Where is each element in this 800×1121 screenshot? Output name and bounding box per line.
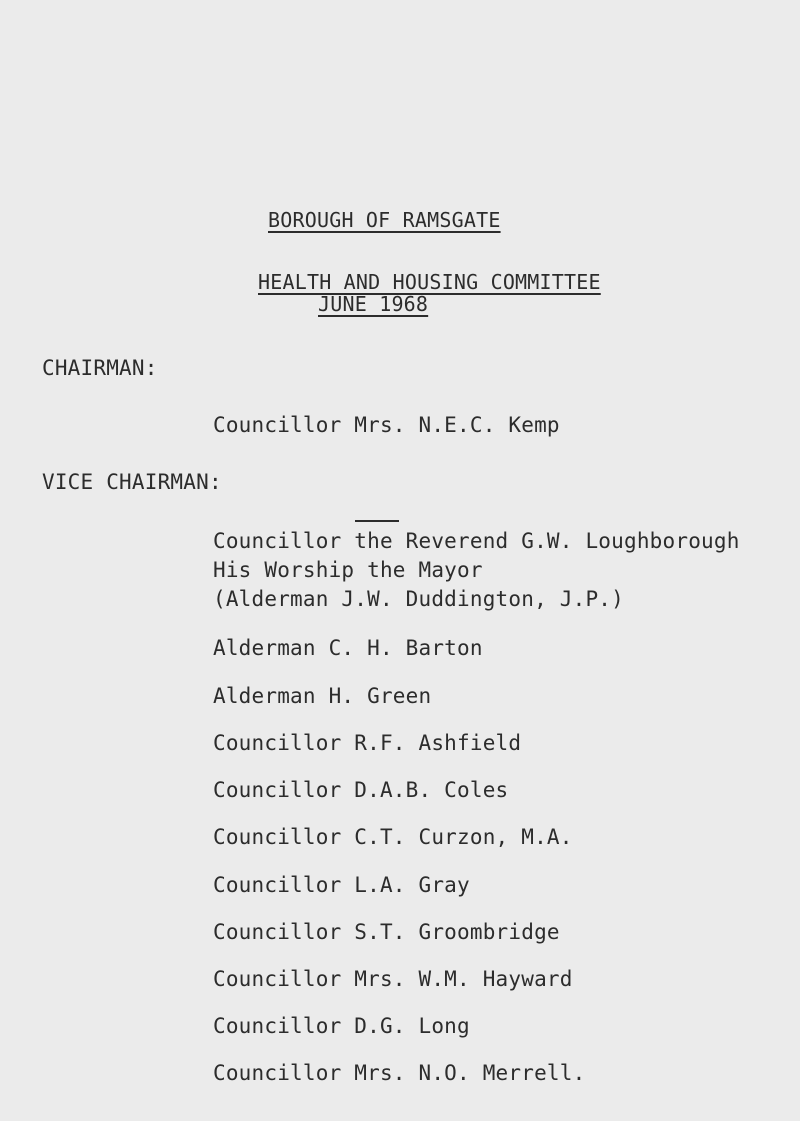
member-item: Councillor D.A.B. Coles (213, 778, 509, 802)
chairman-name: Councillor Mrs. N.E.C. Kemp (213, 413, 560, 437)
member-item: Councillor L.A. Gray (213, 873, 470, 897)
vice-chairman-label: VICE CHAIRMAN: (42, 470, 222, 494)
member-item: Councillor S.T. Groombridge (213, 920, 560, 944)
member-mayor: His Worship the Mayor (213, 558, 483, 582)
borough-heading: BOROUGH OF RAMSGATE (268, 208, 501, 232)
member-mayor-detail: (Alderman J.W. Duddington, J.P.) (213, 587, 624, 611)
vice-chairman-name: Councillor the Reverend G.W. Loughborough (213, 529, 740, 553)
member-item: Councillor D.G. Long (213, 1014, 470, 1038)
member-item: Councillor C.T. Curzon, M.A. (213, 825, 573, 849)
member-item: Councillor Mrs. N.O. Merrell. (213, 1061, 586, 1085)
section-divider (355, 520, 399, 522)
member-item: Alderman H. Green (213, 684, 432, 708)
member-item: Councillor Mrs. W.M. Hayward (213, 967, 573, 991)
committee-heading: HEALTH AND HOUSING COMMITTEE (258, 270, 601, 294)
member-item: Councillor R.F. Ashfield (213, 731, 522, 755)
member-item: Alderman C. H. Barton (213, 636, 483, 660)
date-heading: JUNE 1968 (318, 292, 429, 316)
chairman-label: CHAIRMAN: (42, 356, 158, 380)
